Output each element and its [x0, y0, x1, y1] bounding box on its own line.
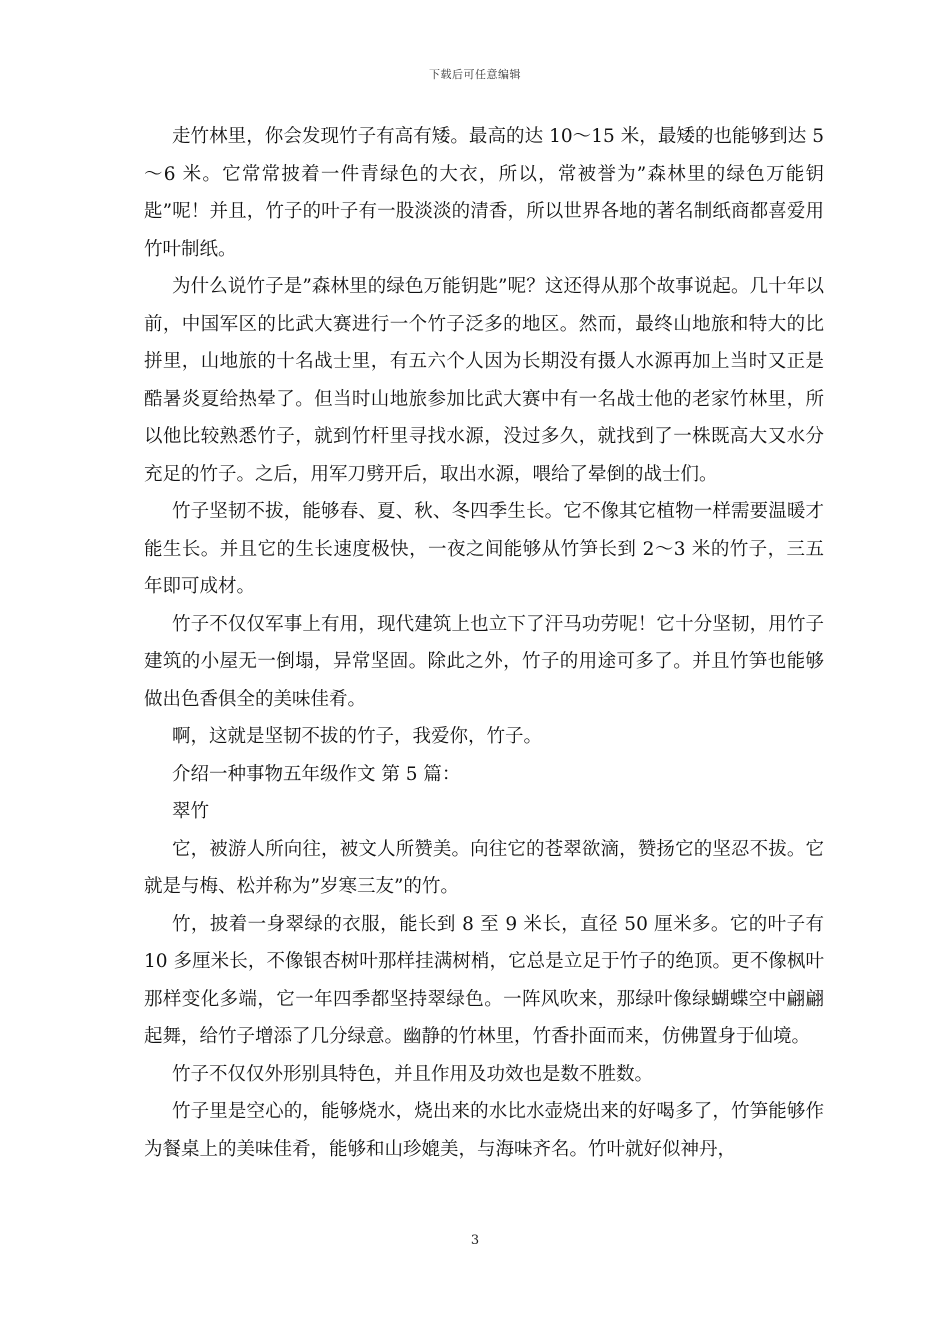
- paragraph-3: 竹子坚韧不拔，能够春、夏、秋、冬四季生长。它不像其它植物一样需要温暖才能生长。并且它的生长速度极快，一夜之间能够从竹笋长到 2～3 米的竹子，三五年即可成材。: [144, 501, 824, 597]
- paragraph-4: 竹子不仅仅军事上有用，现代建筑上也立下了汗马功劳呢！它十分坚韧，用竹子建筑的小屋无一倒塌，异常坚固。除此之外，竹子的用途可多了。并且竹笋也能够做出色香俱全的美味佳肴。: [144, 613, 824, 710]
- page-number: 3: [470, 1233, 480, 1248]
- paragraph-6: 它，被游人所向往，被文人所赞美。向往它的苍翠欲滴，赞扬它的坚忍不拔。它就是与梅、松并称为”岁寒三友”的竹。: [144, 838, 824, 897]
- paragraph-7: 竹，披着一身翠绿的衣服，能长到 8 至 9 米长，直径 50 厘米多。它的叶子有 10 多厘米长，不像银杏树叶那样挂满树梢，它总是立足于竹子的绝顶。更不像枫叶那样变化多端，它一年四季都坚持翠绿色。一阵风吹来，那绿叶像绿蝴蝶空中翩翩起舞，给竹子增添了几分绿意。幽静的竹林里，竹香扑面而来，仿佛置身于仙境。: [144, 913, 824, 1047]
- section-heading: 介绍一种事物五年级作文 第 5 篇：: [172, 763, 461, 785]
- paragraph-5: 啊，这就是坚韧不拔的竹子，我爱你，竹子。: [172, 726, 543, 747]
- paragraph-2: 为什么说竹子是”森林里的绿色万能钥匙”呢？这还得从那个故事说起。几十年以前，中国军区的比武大赛进行一个竹子泛多的地区。然而，最终山地旅和特大的比拼里，山地旅的十名战士里，有五六个人因为长期没有摄人水源再加上当时又正是酷暑炎夏给热晕了。但当时山地旅参加比武大赛中有一名战士他的老家竹林里，所以他比较熟悉竹子，就到竹杆里寻找水源，没过多久，就找到了一株既高大又水分充足的竹子。之后，用军刀劈开后，取出水源，喂给了晕倒的战士们。: [144, 276, 824, 485]
- paragraph-9: 竹子里是空心的，能够烧水，烧出来的水比水壶烧出来的好喝多了，竹笋能够作为餐桌上的美味佳肴，能够和山珍媲美，与海味齐名。竹叶就好似神丹，: [144, 1101, 824, 1160]
- essay-title: 翠竹: [172, 801, 210, 822]
- paragraph-1: 走竹林里，你会发现竹子有高有矮。最高的达 10～15 米，最矮的也能够到达 5～6 米。它常常披着一件青绿色的大衣，所以，常被誉为”森林里的绿色万能钥匙”呢！并且，竹子的叶子有一股淡淡的清香，所以世界各地的著名制纸商都喜爱用竹叶制纸。: [144, 126, 824, 260]
- page-header: 下载后可任意编辑: [429, 68, 521, 81]
- paragraph-8: 竹子不仅仅外形别具特色，并且作用及功效也是数不胜数。: [172, 1063, 654, 1085]
- document-body: [144, 118, 824, 1168]
